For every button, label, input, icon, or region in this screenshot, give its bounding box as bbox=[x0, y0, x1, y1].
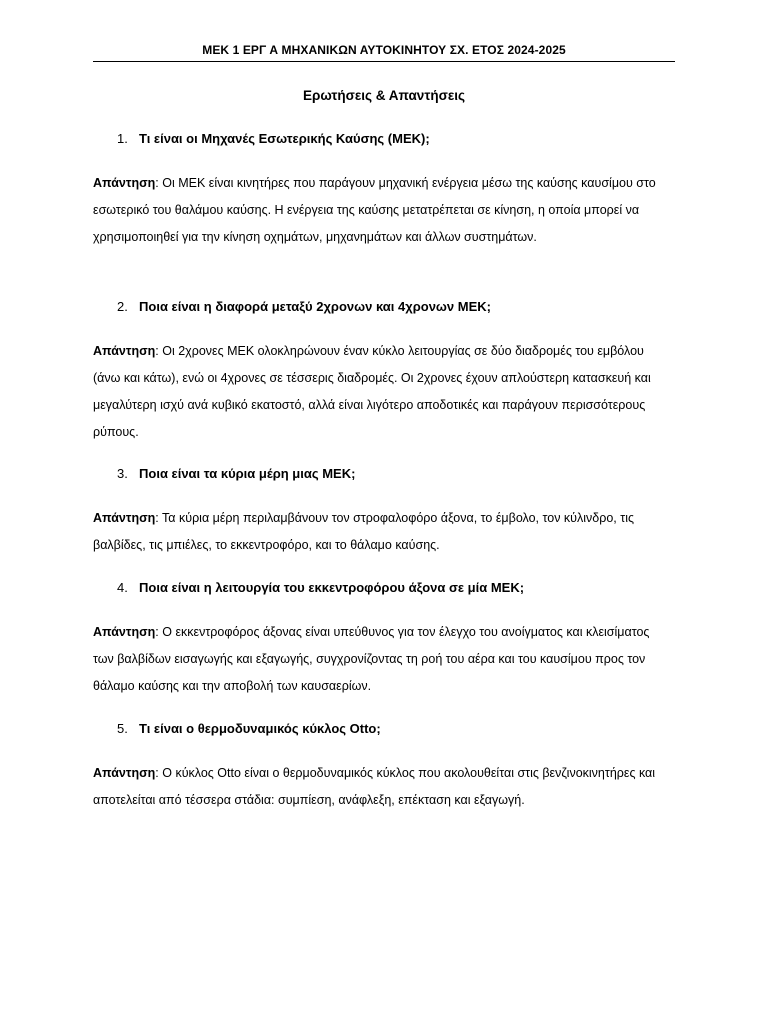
question-number: 2. bbox=[117, 299, 128, 314]
question-text: Τι είναι ο θερμοδυναμικός κύκλος Otto; bbox=[139, 721, 381, 736]
question-3 bbox=[117, 466, 355, 481]
answer-label: Απάντηση bbox=[93, 176, 156, 190]
answer-text: : Οι 2χρονες ΜΕΚ ολοκληρώνουν έναν κύκλο λειτουργίας σε δύο διαδρομές του εμβόλου (άνω και κάτω), ενώ οι 4χρονες σε τέσσερις διαδρομές. Οι 2χρονες έχουν απλούστερη κατασκευή και μεγαλύτερη ισχύ ανά κυβικό εκατοστό, αλλά είναι λιγότερο αποδοτικές και παράγουν περισσότερους ρύπους. bbox=[93, 344, 651, 439]
answer-4 bbox=[93, 619, 673, 700]
question-1 bbox=[117, 131, 430, 146]
question-number: 3. bbox=[117, 466, 128, 481]
question-text: Ποια είναι η διαφορά μεταξύ 2χρονων και 4χρονων ΜΕΚ; bbox=[139, 299, 491, 314]
answer-label: Απάντηση bbox=[93, 344, 156, 358]
question-text: Ποια είναι η λειτουργία του εκκεντροφόρου άξονα σε μία ΜΕΚ; bbox=[139, 580, 525, 595]
answer-label: Απάντηση bbox=[93, 511, 156, 525]
question-5 bbox=[117, 721, 381, 736]
answer-1 bbox=[93, 170, 673, 251]
question-number: 1. bbox=[117, 131, 128, 146]
answer-5 bbox=[93, 760, 673, 814]
answer-text: : Ο κύκλος Otto είναι ο θερμοδυναμικός κύκλος που ακολουθείται στις βενζινοκινητήρες και αποτελείται από τέσσερα στάδια: συμπίεση, ανάφλεξη, επέκταση και εξαγωγή. bbox=[93, 766, 656, 807]
document-header: ΜΕΚ 1 ΕΡΓ Α ΜΗΧΑΝΙΚΩΝ ΑΥΤΟΚΙΝΗΤΟΥ ΣΧ. ΕΤΟΣ 2024-2025 bbox=[202, 43, 566, 57]
answer-text: : Ο εκκεντροφόρος άξονας είναι υπεύθυνος για τον έλεγχο του ανοίγματος και κλεισίματος των βαλβίδων εισαγωγής και εξαγωγής, συγχρονίζοντας τη ροή του αέρα και του καυσίμου προς τον θάλαμο καύσης και την αποβολή των καυσαερίων. bbox=[93, 625, 650, 693]
page-title: Ερωτήσεις & Απαντήσεις bbox=[302, 88, 466, 103]
question-text: Ποια είναι τα κύρια μέρη μιας ΜΕΚ; bbox=[139, 466, 356, 481]
header-divider bbox=[93, 61, 675, 62]
question-number: 4. bbox=[117, 580, 128, 595]
answer-3 bbox=[93, 505, 673, 559]
answer-text: : Οι ΜΕΚ είναι κινητήρες που παράγουν μηχανική ενέργεια μέσω της καύσης καυσίμου στο εσωτερικό του θαλάμου καύσης. Η ενέργεια της καύσης μετατρέπεται σε κίνηση, η οποία μπορεί να χρησιμοποιηθεί για την κίνηση οχημάτων, μηχανημάτων και άλλων συστημάτων. bbox=[93, 176, 656, 244]
answer-2 bbox=[93, 338, 673, 446]
answer-label: Απάντηση bbox=[93, 625, 156, 639]
question-text: Τι είναι οι Μηχανές Εσωτερικής Καύσης (ΜΕΚ); bbox=[139, 131, 430, 146]
answer-label: Απάντηση bbox=[93, 766, 156, 780]
question-number: 5. bbox=[117, 721, 128, 736]
answer-text: : Τα κύρια μέρη περιλαμβάνουν τον στροφαλοφόρο άξονα, το έμβολο, τον κύλινδρο, τις βαλβίδες, τις μπιέλες, το εκκεντροφόρο, και το θάλαμο καύσης. bbox=[93, 511, 634, 552]
question-2 bbox=[117, 299, 491, 314]
question-4 bbox=[117, 580, 524, 595]
